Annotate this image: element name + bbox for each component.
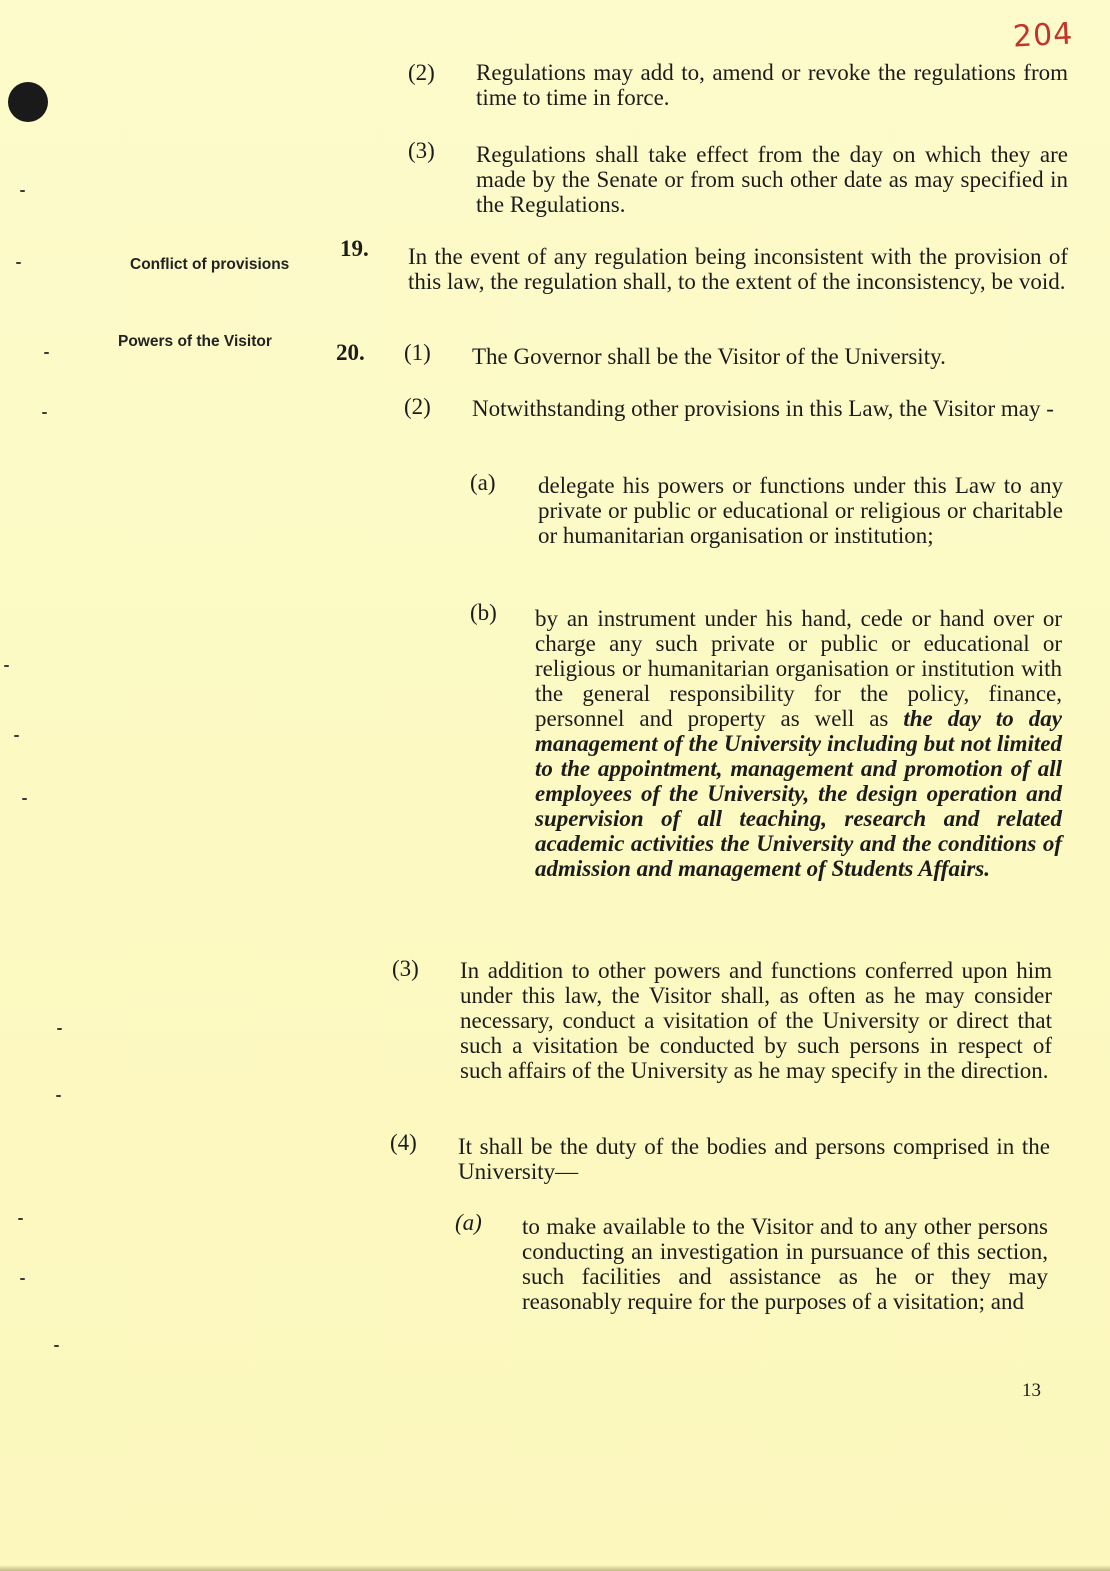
scan-speck [42, 412, 47, 414]
subsection-text: In addition to other powers and functions conferred upon him under this law, the Visitor shall, as often as he may consider necessary, conduct a visitation of the University or direct that such a visitation be conducted by such persons in respect of such affairs of the University as he may specify in the direction. [460, 958, 1052, 1083]
section-19-text: In the event of any regulation being inconsistent with the provision of this law, the regulation shall, to the extent of the inconsistency, be void. [408, 244, 1068, 294]
section-number-20: 20. [336, 340, 365, 365]
scan-speck [54, 1345, 59, 1347]
paragraph-text-emphasis: the day to day management of the University including but not limited to the appointment, management and promotion of all employees of the University, the design operation and supervision of all teaching, research and related academic activities the University and the conditions of admission and management of Students Affairs. [535, 706, 1062, 881]
handwritten-page-annotation: 204 [1012, 16, 1075, 55]
scan-speck [18, 1218, 23, 1220]
subsection-number: (3) [392, 956, 419, 981]
paragraph-text [535, 606, 1062, 881]
paragraph-text: to make available to the Visitor and to any other persons conducting an investigation in pursuance of this section, such facilities and assistance as he or they may reasonably require for the purposes of a visitation; and [522, 1214, 1048, 1314]
punch-hole [8, 82, 48, 122]
scan-speck [56, 1095, 61, 1097]
paragraph-number: (a) [470, 470, 496, 495]
subsection-number: (2) [404, 394, 431, 419]
scan-speck [44, 352, 49, 354]
page-number: 13 [1022, 1380, 1041, 1401]
subsection-number: (1) [404, 340, 431, 365]
margin-note-powers-of-the-visitor: Powers of the Visitor [118, 333, 272, 350]
clause-text: Regulations shall take effect from the day on which they are made by the Senate or from such other date as may specified in the Regulations. [476, 142, 1068, 217]
section-number-19: 19. [340, 236, 369, 261]
scan-speck [16, 262, 21, 264]
paragraph-number: (a) [455, 1210, 482, 1235]
paragraph-text-plain: by an instrument under his hand, cede or hand over or charge any such private or public or educational or religious or humanitarian organisation or institution with the general responsibility for the policy, finance, personnel and property as well as [535, 606, 1062, 731]
subsection-number: (4) [390, 1130, 417, 1155]
paragraph-number: (b) [470, 600, 497, 625]
scan-speck [22, 798, 27, 800]
subsection-text: It shall be the duty of the bodies and persons comprised in the University— [458, 1134, 1050, 1184]
scan-speck [57, 1028, 62, 1030]
subsection-text: The Governor shall be the Visitor of the University. [472, 344, 946, 369]
clause-number: (3) [408, 138, 435, 163]
margin-note-conflict-of-provisions: Conflict of provisions [130, 256, 290, 273]
paragraph-text: delegate his powers or functions under this Law to any private or public or educational or religious or charitable or humanitarian organisation or institution; [538, 473, 1063, 548]
scan-speck [14, 735, 19, 737]
clause-number: (2) [408, 60, 435, 85]
clause-text: Regulations may add to, amend or revoke the regulations from time to time in force. [476, 60, 1068, 110]
subsection-text: Notwithstanding other provisions in this Law, the Visitor may - [472, 396, 1054, 421]
scan-speck [20, 1278, 25, 1280]
scan-speck [20, 190, 25, 192]
scan-speck [4, 665, 9, 667]
